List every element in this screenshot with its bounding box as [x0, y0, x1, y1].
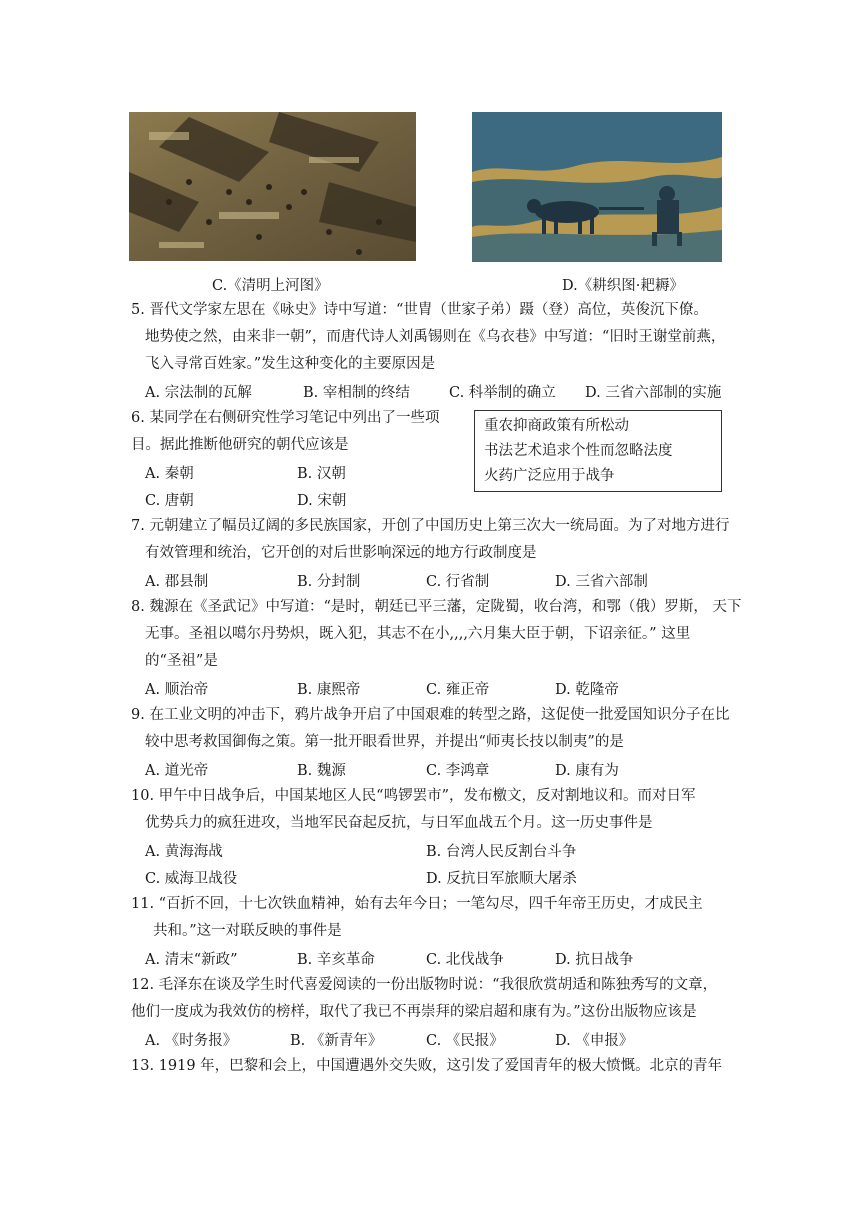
q11-option-a[interactable]: A. 清末“新政” — [145, 952, 238, 968]
q12-option-b[interactable]: B. 《新青年》 — [290, 1033, 383, 1049]
q11-option-b[interactable]: B. 辛亥革命 — [297, 952, 375, 968]
q9-line-2: 较中思考救国御侮之策。第一批开眼看世界，并提出“师夷长技以制夷”的是 — [145, 734, 624, 750]
q7-option-a[interactable]: A. 郡县制 — [145, 574, 209, 590]
q6-line-1: 6. 某同学在右侧研究性学习笔记中列出了一些项 — [131, 410, 440, 426]
q10-line-2: 优势兵力的疯狂进攻，当地军民奋起反抗，与日军血战五个月。这一历史事件是 — [145, 815, 653, 831]
q10-option-c[interactable]: C. 威海卫战役 — [145, 871, 238, 887]
q11-line-1: 11. “百折不回，十七次铁血精神，始有去年今日；一笔勾尽，四千年帝王历史，才成民主 — [131, 896, 703, 912]
q5-line-1: 5. 晋代文学家左思在《咏史》诗中写道：“世胄（世家子弟）蹑（登）高位，英俊沉下僚。 — [131, 302, 708, 318]
note-item: 书法艺术追求个性而忽略法度 — [484, 443, 673, 459]
q7-option-d[interactable]: D. 三省六部制 — [555, 574, 648, 590]
note-item: 火药广泛应用于战争 — [484, 468, 615, 484]
q9-line-1: 9. 在工业文明的冲击下，鸦片战争开启了中国艰难的转型之路，这促使一批爱国知识分子在比 — [131, 707, 730, 723]
study-note-box — [474, 410, 722, 492]
q12-option-a[interactable]: A. 《时务报》 — [145, 1033, 238, 1049]
q8-option-d[interactable]: D. 乾隆帝 — [555, 682, 619, 698]
q12-line-2: 他们一度成为我效仿的榜样，取代了我已不再崇拜的梁启超和康有为。”这份出版物应该是 — [131, 1004, 697, 1020]
q6-option-d[interactable]: D. 宋朝 — [297, 493, 347, 509]
q8-option-c[interactable]: C. 雍正帝 — [426, 682, 490, 698]
q11-option-d[interactable]: D. 抗日战争 — [555, 952, 634, 968]
q8-option-b[interactable]: B. 康熙帝 — [297, 682, 361, 698]
q11-option-c[interactable]: C. 北伐战争 — [426, 952, 504, 968]
figure-d-caption: D.《耕织图·耙耨》 — [562, 278, 684, 294]
q7-option-b[interactable]: B. 分封制 — [297, 574, 361, 590]
q8-line-3: 的“圣祖”是 — [145, 653, 218, 669]
q10-option-a[interactable]: A. 黄海海战 — [145, 844, 223, 860]
q5-line-3: 飞入寻常百姓家。”发生这种变化的主要原因是 — [145, 356, 436, 372]
q8-line-1: 8. 魏源在《圣武记》中写道：“是时，朝廷已平三藩，定陇蜀，收台湾，和鄂（俄）罗斯， 天下 — [131, 599, 742, 615]
q7-line-1: 7. 元朝建立了幅员辽阔的多民族国家，开创了中国历史上第三次大一统局面。为了对地方进行 — [131, 518, 730, 534]
q5-option-c[interactable]: C. 科举制的确立 — [449, 385, 556, 401]
qingming-painting-image — [129, 112, 416, 261]
q6-option-a[interactable]: A. 秦朝 — [145, 466, 194, 482]
q5-option-a[interactable]: A. 宗法制的瓦解 — [145, 385, 252, 401]
q6-option-b[interactable]: B. 汉朝 — [297, 466, 346, 482]
gengzhi-painting-image — [472, 112, 722, 262]
q6-line-2: 目。据此推断他研究的朝代应该是 — [131, 437, 349, 453]
q8-line-2: 无事。圣祖以噶尔丹势炽，既入犯，其志不在小,,,,六月集大臣于朝，下诏亲征。” 这里 — [145, 626, 691, 642]
q12-line-1: 12. 毛泽东在谈及学生时代喜爱阅读的一份出版物时说：“我很欣赏胡适和陈独秀写的文章， — [131, 977, 718, 993]
q9-option-b[interactable]: B. 魏源 — [297, 763, 346, 779]
q5-option-b[interactable]: B. 宰相制的终结 — [303, 385, 410, 401]
q5-option-d[interactable]: D. 三省六部制的实施 — [585, 385, 722, 401]
q9-option-c[interactable]: C. 李鸿章 — [426, 763, 490, 779]
q12-option-c[interactable]: C. 《民报》 — [426, 1033, 504, 1049]
q9-option-d[interactable]: D. 康有为 — [555, 763, 619, 779]
q10-option-b[interactable]: B. 台湾人民反割台斗争 — [426, 844, 577, 860]
q7-line-2: 有效管理和统治，它开创的对后世影响深远的地方行政制度是 — [145, 545, 537, 561]
q6-option-c[interactable]: C. 唐朝 — [145, 493, 194, 509]
q13-line-1: 13. 1919 年，巴黎和会上，中国遭遇外交失败，这引发了爱国青年的极大愤慨。北京的青年 — [131, 1058, 723, 1074]
q5-line-2: 地势使之然，由来非一朝”，而唐代诗人刘禹锡则在《乌衣巷》中写道：“旧时王谢堂前燕， — [145, 329, 726, 345]
q11-line-2: 共和。”这一对联反映的事件是 — [153, 923, 342, 939]
q7-option-c[interactable]: C. 行省制 — [426, 574, 490, 590]
note-item: 重农抑商政策有所松动 — [484, 418, 629, 434]
q12-option-d[interactable]: D. 《申报》 — [555, 1033, 634, 1049]
q8-option-a[interactable]: A. 顺治帝 — [145, 682, 209, 698]
q10-option-d[interactable]: D. 反抗日军旅顺大屠杀 — [426, 871, 577, 887]
figure-c-caption: C.《清明上河图》 — [212, 278, 329, 294]
q9-option-a[interactable]: A. 道光帝 — [145, 763, 209, 779]
q10-line-1: 10. 甲午中日战争后，中国某地区人民“鸣锣罢市”，发布檄文，反对割地议和。而对日军 — [131, 788, 696, 804]
